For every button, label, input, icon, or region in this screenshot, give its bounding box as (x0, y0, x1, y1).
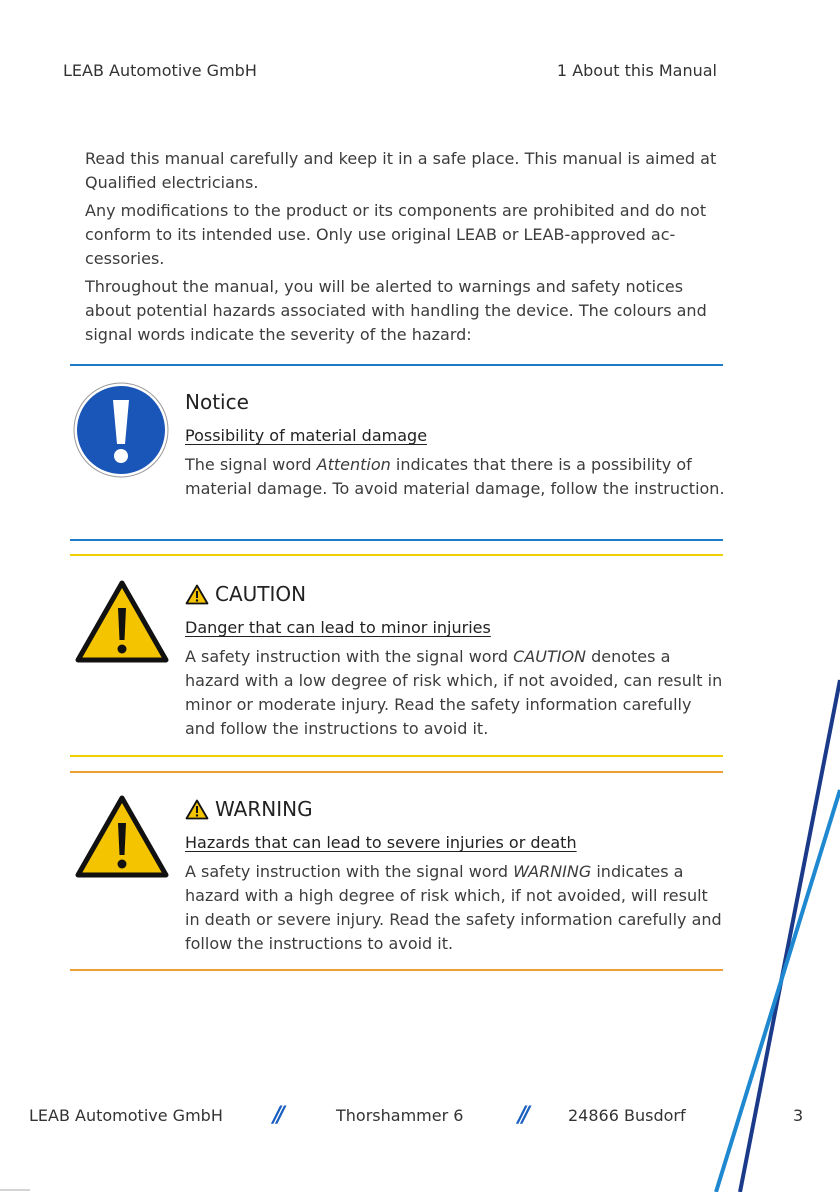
notice-body-rest: indicates that there is a possibility of material damage. To avoid material damage, follow the instruction. (185, 455, 725, 498)
warning-triangle-icon (75, 795, 169, 879)
caution-title-text: CAUTION (215, 582, 307, 606)
footer-street: Thorshammer 6 (336, 1106, 464, 1125)
notice-keyword: Attention (316, 455, 391, 474)
warning-subtitle: Hazards that can lead to severe injuries or death (185, 833, 577, 852)
warning-bottom-rule (70, 969, 723, 971)
caution-title (185, 582, 306, 606)
caution-keyword: CAUTION (513, 647, 587, 666)
mandatory-exclamation-icon (73, 382, 169, 478)
notice-box (70, 366, 723, 540)
caution-box (70, 556, 723, 756)
warning-title (185, 797, 313, 821)
header-company: LEAB Automotive GmbH (63, 61, 257, 80)
caution-bottom-rule (70, 755, 723, 757)
warning-title-text: WARNING (215, 797, 313, 821)
intro-paragraph-2: Any modifications to the product or its components are prohibited and do not conform to its intended use. Only use original LEAB or LEAB-approved ac-cessories. (85, 201, 707, 268)
intro-paragraph-1: Read this manual carefully and keep it in a safe place. This manual is aimed at Qualified electricians. (85, 149, 717, 192)
warning-body-lead: A safety instruction with the signal word (185, 862, 514, 881)
footer-city: 24866 Busdorf (568, 1106, 686, 1125)
warning-triangle-icon (75, 580, 169, 664)
warning-box (70, 773, 723, 971)
caution-body (185, 645, 725, 741)
page-number: 3 (793, 1106, 804, 1125)
notice-subtitle: Possibility of material damage (185, 426, 428, 445)
header-section: 1 About this Manual (556, 61, 717, 80)
footer-separator-2: // (518, 1103, 527, 1128)
intro-text (85, 147, 725, 351)
warning-keyword: WARNING (513, 862, 592, 881)
warning-triangle-small-icon (185, 584, 209, 605)
warning-body-rest: indicates a hazard with a high degree of risk which, if not avoided, will result in death or severe injury. Read the safety information carefully and follow the instructions to avoid it. (185, 862, 722, 953)
caution-subtitle: Danger that can lead to minor injuries (185, 618, 491, 637)
footer-company: LEAB Automotive GmbH (29, 1106, 223, 1125)
notice-body-lead: The signal word (185, 455, 317, 474)
notice-title: Notice (185, 390, 249, 414)
notice-bottom-rule (70, 539, 723, 541)
intro-paragraph-3: Throughout the manual, you will be alerted to warnings and safety notices about potential hazards associated with handling the device. The colours and signal words indicate the severity of the hazard: (85, 277, 707, 344)
notice-body (185, 453, 725, 501)
warning-triangle-small-icon (185, 799, 209, 820)
footer-separator-1: // (273, 1103, 282, 1128)
warning-body (185, 860, 725, 956)
caution-body-lead: A safety instruction with the signal word (185, 647, 514, 666)
caution-body-rest: denotes a hazard with a low degree of risk which, if not avoided, can result in minor or moderate injury. Read the safety information carefully and follow the instructions to avoid it. (185, 647, 723, 738)
